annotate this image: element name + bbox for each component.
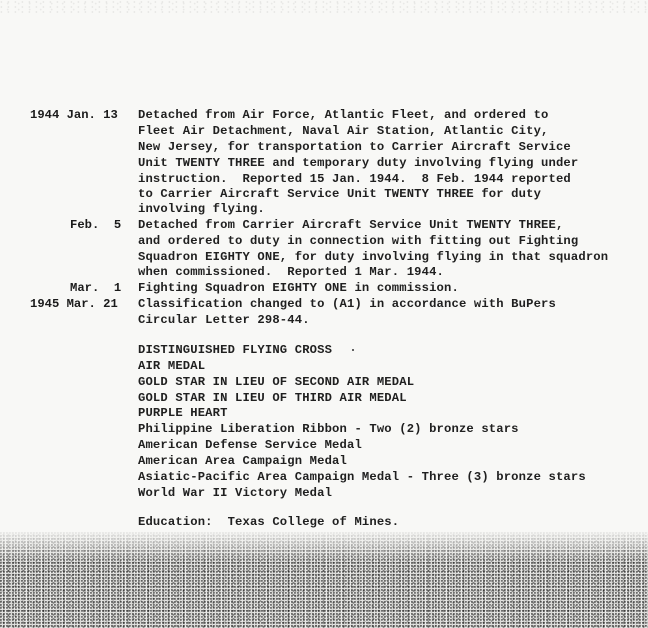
entry-line: Fleet Air Detachment, Naval Air Station, Atlantic City, xyxy=(138,124,549,138)
award-item: Asiatic-Pacific Area Campaign Medal - Three (3) bronze stars xyxy=(138,470,586,484)
award-item: American Defense Service Medal xyxy=(138,438,362,452)
award-item: DISTINGUISHED FLYING CROSS xyxy=(138,343,333,357)
award-item: Philippine Liberation Ribbon - Two (2) bronze stars xyxy=(138,422,519,436)
entry-line: Unit TWENTY THREE and temporary duty involving flying under xyxy=(138,156,579,170)
entry-line: Fighting Squadron EIGHTY ONE in commission. xyxy=(138,281,459,295)
entry-line: and ordered to duty in connection with fitting out Fighting xyxy=(138,234,579,248)
entry-line: Circular Letter 298-44. xyxy=(138,313,310,327)
award-item: GOLD STAR IN LIEU OF SECOND AIR MEDAL xyxy=(138,375,415,389)
entry-date: 1944 Jan. 13 xyxy=(30,108,118,122)
entry-line: New Jersey, for transportation to Carrier Aircraft Service xyxy=(138,140,571,154)
scan-noise-fade xyxy=(0,532,648,562)
entry-line: instruction. Reported 15 Jan. 1944. 8 Feb. 1944 reported xyxy=(138,172,571,186)
award-item: World War II Victory Medal xyxy=(138,486,333,500)
entry-line: involving flying. xyxy=(138,202,265,216)
award-item: PURPLE HEART xyxy=(138,406,228,420)
education-line: Education: Texas College of Mines. xyxy=(138,515,400,529)
entry-line: Detached from Air Force, Atlantic Fleet, and ordered to xyxy=(138,108,549,122)
entry-line: Classification changed to (A1) in accordance with BuPers xyxy=(138,297,556,311)
entry-line: to Carrier Aircraft Service Unit TWENTY THREE for duty xyxy=(138,187,542,201)
entry-date: 1945 Mar. 21 xyxy=(30,297,118,311)
entry-line: Detached from Carrier Aircraft Service Unit TWENTY THREE, xyxy=(138,218,564,232)
entry-date: Feb. 5 xyxy=(70,218,122,232)
award-item: GOLD STAR IN LIEU OF THIRD AIR MEDAL xyxy=(138,391,407,405)
scan-noise-top xyxy=(0,0,648,14)
award-item: American Area Campaign Medal xyxy=(138,454,347,468)
entry-line: when commissioned. Reported 1 Mar. 1944. xyxy=(138,265,445,279)
entry-line: Squadron EIGHTY ONE, for duty involving flying in that squadron xyxy=(138,250,609,264)
entry-date: Mar. 1 xyxy=(70,281,122,295)
award-item: AIR MEDAL xyxy=(138,359,206,373)
scan-speck xyxy=(352,349,354,351)
